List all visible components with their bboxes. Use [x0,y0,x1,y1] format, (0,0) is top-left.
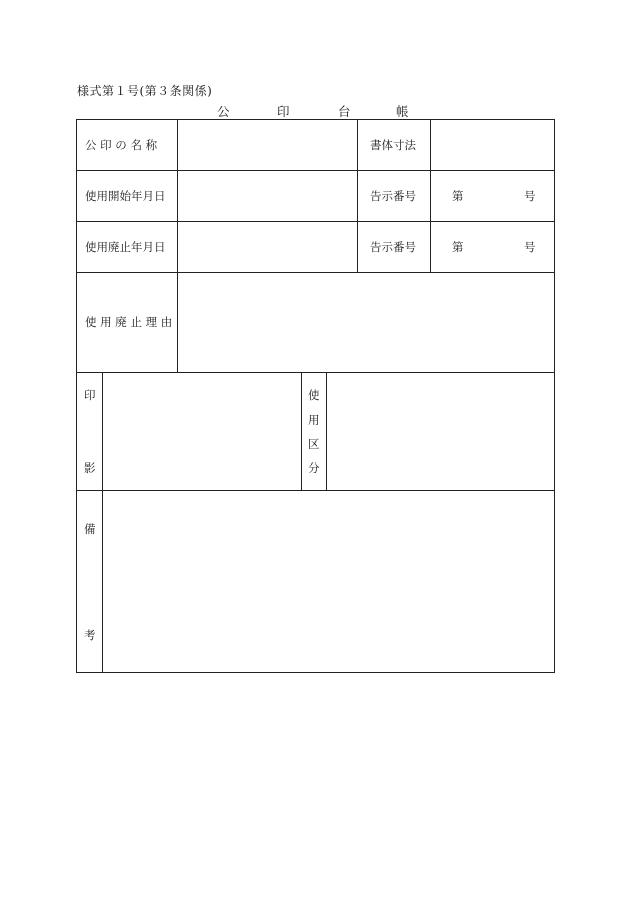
col-divider [357,119,358,272]
size-label: 書体寸法 [370,138,416,152]
notice-dai-label: 第 [452,189,464,203]
title-char-dai: 台 [338,104,351,119]
usage-division-char: 使 [308,388,320,402]
seal-name-label: 公 印 の 名 称 [85,138,158,152]
notice-dai-label: 第 [452,240,464,254]
notice-number-label: 告示番号 [370,240,416,254]
abolish-reason-field[interactable] [178,273,554,372]
usage-division-field[interactable] [327,373,554,490]
usage-division-char: 分 [308,461,320,475]
title-char-ko: 公 [217,104,230,119]
usage-division-char: 区 [308,437,320,451]
title-char-in: 印 [277,104,290,119]
impression-char-ei: 影 [84,461,96,475]
title-char-cho: 帳 [396,104,409,119]
notice-go-label: 号 [524,189,536,203]
abolish-reason-label: 使 用 廃 止 理 由 [85,315,173,329]
end-date-label: 使用廃止年月日 [85,240,166,254]
remarks-char-ko: 考 [84,628,96,642]
impression-field[interactable] [103,373,301,490]
impression-char-in: 印 [84,388,96,402]
form-caption: 様式第１号(第３条関係) [77,84,213,98]
col-divider [301,372,302,490]
end-date-field[interactable] [178,222,357,272]
remarks-field[interactable] [103,491,554,672]
notice-go-label: 号 [524,240,536,254]
start-date-label: 使用開始年月日 [85,189,166,203]
start-date-field[interactable] [178,171,357,221]
usage-division-char: 用 [308,413,320,427]
seal-name-field[interactable] [178,120,357,170]
size-field[interactable] [431,120,554,170]
notice-number-label: 告示番号 [370,189,416,203]
remarks-char-bi: 備 [84,522,96,536]
